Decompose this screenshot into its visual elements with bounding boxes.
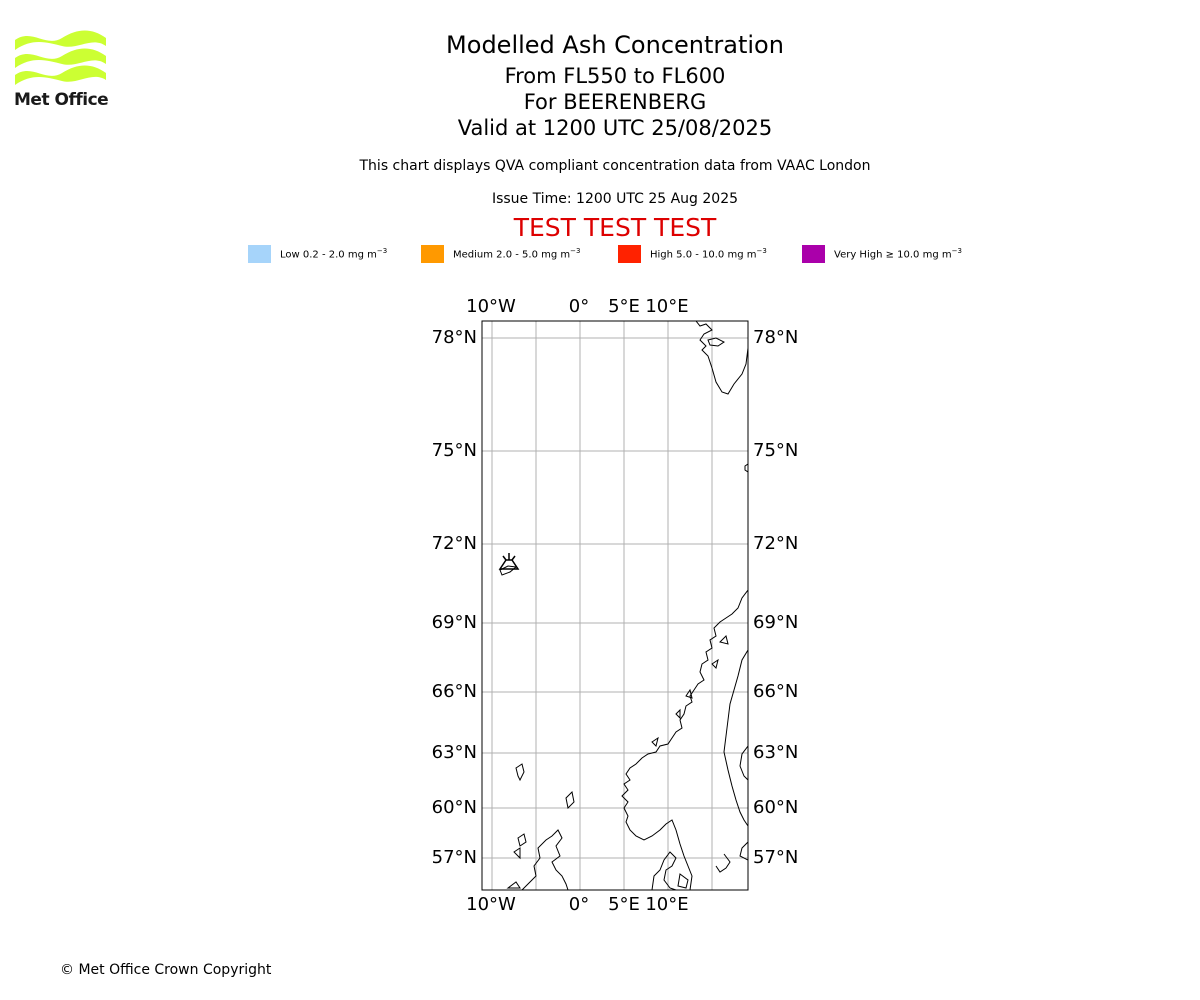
- legend-item-low: Low 0.2 - 2.0 mg $m^{-3}$: [248, 244, 387, 264]
- logo-text: Met Office: [14, 90, 109, 110]
- coast-hebrides-south: [514, 848, 520, 858]
- coast-shetland: [566, 792, 574, 808]
- lon-label-5e-bottom: 5°E: [608, 894, 640, 915]
- coast-baltic-east: [740, 842, 748, 860]
- lat-label-60n-left: 60°N: [431, 797, 477, 818]
- coast-hebrides: [518, 834, 526, 846]
- lon-label-10e-top: 10°E: [645, 296, 689, 317]
- coast-finland: [740, 746, 748, 780]
- coast-ireland: [508, 882, 520, 888]
- map-frame: [482, 321, 748, 890]
- lat-label-63n-left: 63°N: [431, 742, 477, 763]
- lat-label-72n-right: 72°N: [753, 533, 799, 554]
- lat-label-69n-right: 69°N: [753, 612, 799, 633]
- lat-label-75n-left: 75°N: [431, 440, 477, 461]
- lon-label-10w-bottom: 10°W: [466, 894, 516, 915]
- issue-time: Issue Time: 1200 UTC 25 Aug 2025: [491, 191, 739, 207]
- lat-label-75n-right: 75°N: [753, 440, 799, 461]
- legend-item-medium: Medium 2.0 - 5.0 mg $m^{-3}$: [421, 244, 580, 264]
- flight-level-range: From FL550 to FL600: [504, 64, 726, 88]
- coast-island-b: [686, 690, 692, 698]
- lat-label-66n-right: 66°N: [753, 681, 799, 702]
- lat-labels-right: [753, 327, 798, 868]
- page-title: Modelled Ash Concentration: [446, 31, 784, 59]
- coast-svalbard: [696, 321, 748, 394]
- lat-label-57n-left: 57°N: [431, 847, 477, 868]
- lat-label-63n-right: 63°N: [753, 742, 799, 763]
- coast-norway: [622, 590, 748, 890]
- coast-svalbard-island: [708, 338, 724, 346]
- lon-label-10w-top: 10°W: [466, 296, 516, 317]
- lat-label-78n-left: 78°N: [431, 327, 477, 348]
- compliance-note: This chart displays QVA compliant concentration data from VAAC London: [359, 158, 871, 174]
- coast-faroe: [516, 764, 524, 780]
- coast-island-d: [652, 738, 658, 746]
- coast-island-c: [676, 710, 680, 718]
- lat-label-72n-left: 72°N: [431, 533, 477, 554]
- coast-zealand: [678, 874, 688, 888]
- legend-label-high: High 5.0 - 10.0 mg m: [650, 249, 757, 261]
- test-banner: TEST TEST TEST: [513, 213, 717, 242]
- lat-label-66n-left: 66°N: [431, 681, 477, 702]
- legend-item-very-high: Very High ≥ 10.0 mg $m^{-3}$: [802, 244, 962, 264]
- valid-time: Valid at 1200 UTC 25/08/2025: [457, 116, 773, 140]
- volcano-name: For BEERENBERG: [523, 90, 707, 114]
- lon-label-0-top: 0°: [568, 296, 590, 317]
- lat-label-78n-right: 78°N: [753, 327, 799, 348]
- lon-labels-top: [466, 296, 688, 317]
- coast-scotland: [522, 830, 568, 890]
- gridlines: [482, 321, 748, 890]
- coast-island-a: [712, 660, 718, 668]
- coast-jan-mayen: [500, 566, 516, 575]
- legend-item-high: High 5.0 - 10.0 mg $m^{-3}$: [618, 244, 767, 264]
- coast-lofoten: [720, 636, 728, 644]
- lat-label-60n-right: 60°N: [753, 797, 799, 818]
- coast-gotland: [716, 854, 730, 872]
- lat-labels-left: [432, 327, 477, 868]
- lon-labels-bottom: [466, 894, 688, 915]
- legend-label-very-high: Very High ≥ 10.0 mg m: [834, 249, 952, 261]
- lon-label-0-bottom: 0°: [568, 894, 590, 915]
- lon-label-10e-bottom: 10°E: [645, 894, 689, 915]
- lat-label-69n-left: 69°N: [431, 612, 477, 633]
- legend-label-medium: Medium 2.0 - 5.0 mg m: [453, 249, 571, 261]
- coast-sweden-east: [724, 650, 748, 826]
- copyright-footer: © Met Office Crown Copyright: [60, 962, 272, 978]
- lon-label-5e-top: 5°E: [608, 296, 640, 317]
- legend-label-low: Low 0.2 - 2.0 mg m: [280, 249, 377, 261]
- lat-label-57n-right: 57°N: [753, 847, 799, 868]
